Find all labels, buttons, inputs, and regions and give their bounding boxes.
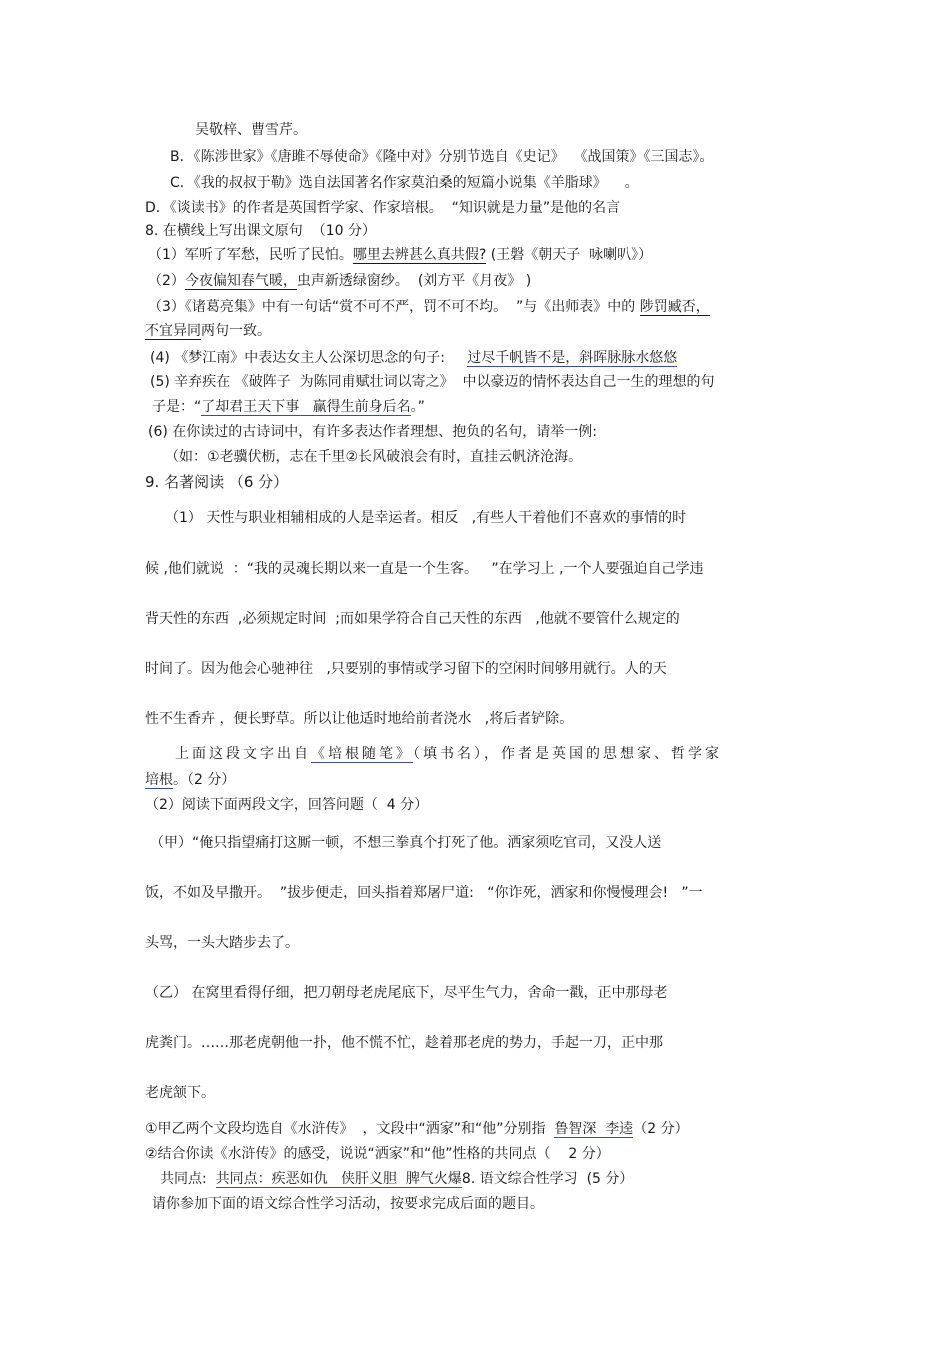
q9-qa2-prefix: 共同点: — [160, 1171, 216, 1187]
q8-s3-cont — [145, 322, 271, 340]
q9-p1-line-3: 背天性的东西 ,必须规定时间 ;而如果学符合自己天性的东西 ,他就不要管什么规定的 — [145, 611, 680, 627]
option-b: B．《陈涉世家》《唐雎不辱使命》《隆中对》分别节选自《史记》 《战国策》《三国志》。 — [170, 149, 714, 165]
q9-author-rest: 。（2 分） — [173, 772, 236, 788]
q9-source-prompt: 上面这段文字出自 — [175, 746, 311, 762]
q9-qa2-answer-line — [160, 1170, 633, 1188]
q9-heading: 9. 名著阅读 （6 分） — [145, 473, 289, 491]
q8-s5-suffix: 。” — [410, 399, 425, 415]
q8-s3-answer-1: 陟罚臧否， — [639, 299, 710, 315]
q8-s1-prompt: （1）军听了军愁，民听了民怕。 — [148, 247, 353, 263]
q8-s5-line1: (5) 辛弃疾在 《破阵子 为陈同甫赋壮词以寄之》 中以豪迈的情怀表达自己一生的理想的句 — [150, 374, 715, 390]
q9-p1-line-4: 时间了。因为他会心驰神往 ,只要别的事情或学习留下的空闲时间够用就行。人的天 — [145, 661, 667, 677]
q9-qa2-answer: 共同点：疾恶如仇 侠肝义胆 脾气火爆 — [215, 1171, 462, 1187]
q9-yi-line-2: 虎粪门。……那老虎朝他一扑，他不慌不忙，趁着那老虎的势力，手起一刀，正中那 — [145, 1035, 663, 1051]
q8-s3 — [148, 298, 710, 316]
option-a-continuation: 吴敬梓、曹雪芹。 — [195, 122, 307, 138]
q8-s3-answer-2: 不宜异同 — [145, 323, 201, 339]
q8-s6-line2: （如：①老骥伏枥，志在千里②长风破浪会有时，直挂云帆济沧海。 — [165, 449, 583, 465]
option-c: C．《我的叔叔于勒》选自法国著名作家莫泊桑的短篇小说集《羊脂球》 。 — [170, 175, 639, 191]
q8-s5-answer: 了却君王天下事 赢得生前身后名 — [201, 399, 411, 415]
q9-jia-line-1: （甲）“俺只指望痛打这厮一顿，不想三拳真个打死了他。洒家须吃官司，又没人送 — [150, 835, 662, 851]
q9-yi-line-3: 老虎颔下。 — [145, 1085, 215, 1101]
q8-s5-prefix: 子是：“ — [152, 399, 202, 415]
q8-s5-line2 — [152, 398, 425, 416]
q9-jia-line-2: 饭，不如及早撒开。 ”拔步便走，回头指着郑屠尸道: “你诈死，洒家和你慢慢理会! ”一 — [145, 885, 703, 901]
q8-s2-prefix: （2） — [148, 273, 185, 289]
q8-s1-answer: 哪里去辨甚么真共假? — [352, 247, 487, 263]
q9-sub2: （2）阅读下面两段文字，回答问题（ 4 分） — [145, 797, 429, 813]
q8-s3-rest: 两句一致。 — [201, 323, 271, 339]
q8-s4-answer: 过尽千帆皆不是，斜晖脉脉水悠悠 — [467, 350, 678, 366]
q8-s1 — [148, 246, 652, 264]
q9-qa1-prompt: ①甲乙两个文段均选自《水浒传》 ，文段中“洒家”和“他”分别指 — [145, 1121, 546, 1137]
q9-source-line — [175, 745, 722, 763]
q9-author-line — [145, 771, 235, 789]
q8-s1-source: (王磐《朝天子 咏喇叭》） — [486, 247, 653, 263]
q9-jia-line-3: 头骂，一头大踏步去了。 — [145, 935, 299, 951]
q9-qa2: ②结合你读《水浒传》的感受，说说“洒家”和“他”性格的共同点（ 2 分） — [145, 1146, 610, 1162]
q9-book-answer: 《培根随笔》 — [311, 746, 413, 762]
q9-p1-line-1: （1） 天性与职业相辅相成的人是幸运者。相反 ,有些人干着他们不喜欢的事情的时 — [165, 510, 687, 526]
q9-yi-line-1: （乙） 在窝里看得仔细，把刀朝母老虎尾底下，尽平生气力，舍命一戳，正中那母老 — [145, 985, 668, 1001]
q8-s3-prompt: （3）《诸葛亮集》中有一句话“赏不可不严，罚不可不均。 ”与《出师表》中的 — [148, 299, 636, 315]
q9-qa1-answer: 鲁智深 李逵 — [554, 1121, 634, 1137]
q8-s4 — [150, 349, 677, 367]
q9-source-rest: （填书名），作者是英国的思想家、哲学家 — [413, 746, 722, 762]
q8-s2-rest: 虫声新透绿窗纱。 (刘方平《月夜》 ) — [296, 273, 532, 289]
closing-instruction: 请你参加下面的语文综合性学习活动，按要求完成后面的题目。 — [152, 1196, 544, 1212]
q8-s2-answer: 今夜偏知春气暖， — [184, 273, 297, 289]
q9-p1-line-2: 候 ,他们就说 ：“我的灵魂长期以来一直是一个生客。 ”在学习上 ,一个人要强迫自己学违 — [145, 561, 704, 577]
q9-p1-line-5: 性不生香卉 ，便长野草。所以让他适时地给前者浇水 ,将后者铲除。 — [145, 711, 574, 727]
q8-s2 — [148, 272, 531, 290]
q8-s6-line1: (6) 在你读过的古诗词中，有许多表达作者理想、抱负的名句，请举一例: — [148, 424, 597, 440]
q8-s4-prompt: (4) 《梦江南》中表达女主人公深切思念的句子: — [150, 350, 445, 366]
q9-qa2-rest: 8. 语文综合性学习 (5 分） — [461, 1171, 634, 1187]
q9-qa1-score: （2 分） — [633, 1121, 689, 1137]
option-d: D．《谈读书》的作者是英国哲学家、作家培根。 “知识就是力量”是他的名言 — [145, 200, 621, 216]
q8-heading: 8. 在横线上写出课文原句 （10 分） — [145, 223, 376, 239]
q9-author-answer: 培根 — [145, 772, 173, 788]
q9-qa1 — [145, 1120, 689, 1138]
